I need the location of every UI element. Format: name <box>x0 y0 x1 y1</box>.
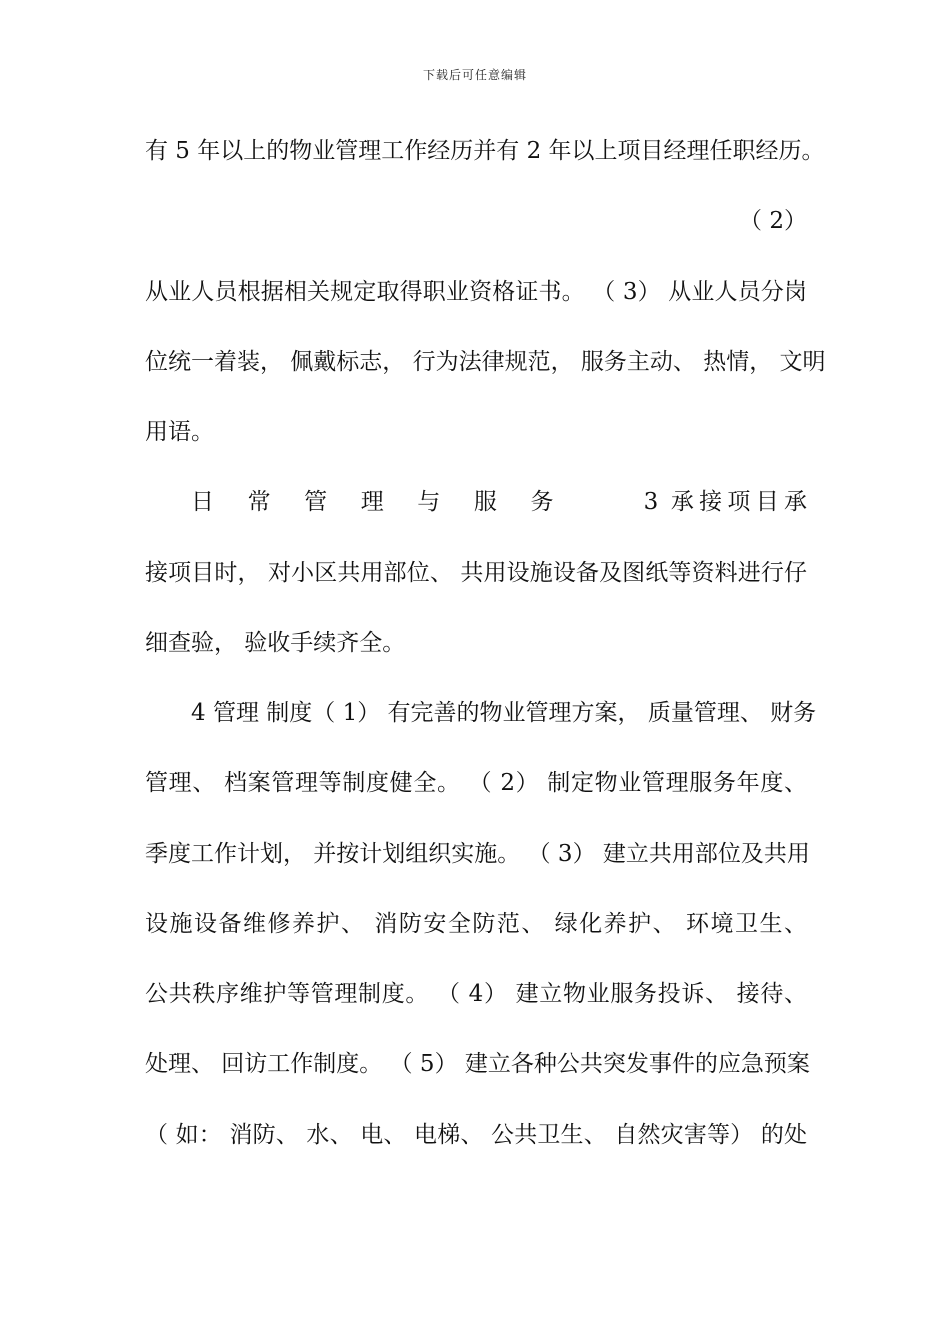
text-line: （ 2） <box>739 208 807 234</box>
text-line: 处理、 回访工作制度。 （ 5） 建立各种公共突发事件的应急预案 <box>145 1051 810 1077</box>
text-line: 4 管理 制度（ 1） 有完善的物业管理方案， 质量管理、 财务 <box>191 700 817 726</box>
page-header: 下载后可任意编辑 <box>422 68 527 82</box>
text-line: 季度工作计划， 并按计划组织实施。 （ 3） 建立共用部位及共用 <box>145 841 810 867</box>
text-line: 接项目时， 对小区共用部位、 共用设施设备及图纸等资料进行仔 <box>145 560 807 586</box>
text-line: 用语。 <box>145 419 214 445</box>
text-line: 公共秩序维护等管理制度。 （ 4） 建立物业服务投诉、 接待、 <box>145 981 807 1007</box>
text-line: 位统一着装， 佩戴标志， 行为法律规范， 服务主动、 热情， 文明 <box>145 349 826 375</box>
text-line: 细查验， 验收手续齐全。 <box>145 630 406 656</box>
text-line: 日 常 管 理 与 服 务 3 承接项目承 <box>191 489 807 515</box>
text-line: 设施设备维修养护、 消防安全防范、 绿化养护、 环境卫生、 <box>145 911 807 937</box>
text-line: 管理、 档案管理等制度健全。 （ 2） 制定物业管理服务年度、 <box>145 770 807 796</box>
text-line: （ 如： 消防、 水、 电、 电梯、 公共卫生、 自然灾害等） 的处 <box>145 1122 807 1148</box>
text-line: 从业人员根据相关规定取得职业资格证书。 （ 3） 从业人员分岗 <box>145 279 807 305</box>
text-line: 有 5 年以上的物业管理工作经历并有 2 年以上项目经理任职经历。 <box>145 138 825 164</box>
